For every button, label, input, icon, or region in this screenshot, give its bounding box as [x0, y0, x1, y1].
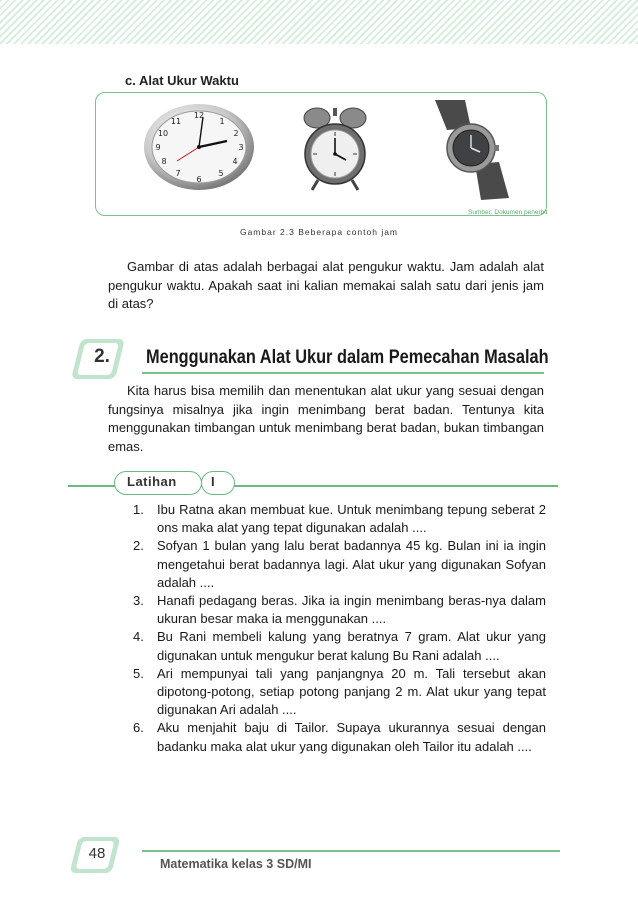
- wrist-watch-image: [425, 100, 509, 200]
- svg-text:12: 12: [193, 111, 205, 120]
- latihan-number-tab: [201, 471, 235, 495]
- svg-text:10: 10: [157, 129, 169, 138]
- svg-text:3: 3: [238, 143, 244, 152]
- paragraph-intro: Gambar di atas adalah berbagai alat pengukur waktu. Jam adalah alat pengukur waktu. Apakah saat ini kalian memakai salah satu dari jenis jam di atas?: [108, 259, 544, 311]
- list-item: [120, 719, 546, 755]
- svg-text:1: 1: [219, 117, 225, 126]
- subsection-title: c. Alat Ukur Waktu: [125, 73, 239, 88]
- latihan-number: I: [211, 474, 215, 489]
- header-pattern-band: [0, 0, 638, 44]
- svg-text:6: 6: [196, 175, 202, 184]
- item-text: Ibu Ratna akan membuat kue. Untuk menimbang tepung seberat 2 ons maka alat yang tepat digunakan adalah ....: [157, 502, 546, 536]
- list-item: [120, 628, 546, 664]
- list-item: [120, 592, 546, 628]
- svg-text:5: 5: [218, 169, 224, 178]
- item-text: Hanafi pedagang beras. Jika ia ingin menimbang beras-nya dalam ukuran besar maka ia menggunakan ....: [157, 593, 546, 627]
- figure-caption: Gambar 2.3 Beberapa contoh jam: [239, 227, 399, 237]
- section-number: 2.: [94, 346, 110, 367]
- section-divider: [142, 372, 544, 374]
- latihan-label: Latihan: [127, 474, 177, 489]
- item-text: Ari mempunyai tali yang panjangnya 20 m. Tali tersebut akan dipotong-potong, setiap potong panjang 2 m. Alat ukur yang tepat digunakan Ari adalah ....: [157, 665, 546, 718]
- svg-text:7: 7: [175, 169, 181, 178]
- alarm-clock-image: [300, 100, 370, 192]
- svg-text:11: 11: [170, 117, 182, 126]
- wall-clock-image: [143, 103, 255, 191]
- list-item: [120, 501, 546, 537]
- item-text: Aku menjahit baju di Tailor. Supaya ukurannya sesuai dengan badanku maka alat ukur yang digunakan oleh Tailor itu adalah ....: [157, 720, 546, 754]
- section-title: Menggunakan Alat Ukur dalam Pemecahan Masalah: [146, 347, 549, 368]
- footer-book-title: Matematika kelas 3 SD/MI: [160, 857, 312, 871]
- svg-text:9: 9: [155, 143, 161, 152]
- item-text: Bu Rani membeli kalung yang beratnya 7 gram. Alat ukur yang digunakan untuk mengukur berat kalung Bu Rani adalah ....: [157, 629, 546, 663]
- exercise-list: [120, 501, 546, 756]
- figure-credit: Sumber: Dokumen penerbit: [468, 209, 548, 216]
- list-item: [120, 665, 546, 720]
- item-number: 2.: [133, 538, 144, 554]
- item-number: 5.: [133, 665, 144, 681]
- svg-text:4: 4: [232, 157, 238, 166]
- item-number: 1.: [133, 502, 144, 517]
- svg-text:8: 8: [161, 157, 167, 166]
- list-item: [120, 537, 546, 592]
- svg-text:2: 2: [233, 129, 239, 138]
- footer-divider: [142, 850, 560, 852]
- section-paragraph: Kita harus bisa memilih dan menentukan alat ukur yang sesuai dengan fungsinya misalnya jika ingin menimbang berat badan. Tentunya kita menggunakan timbangan untuk menimbang berat badan, bukan timbangan emas.: [108, 383, 544, 454]
- item-text: Sofyan 1 bulan yang lalu berat badannya 45 kg. Bulan ini ia ingin mengetahui berat badannya lagi. Alat ukur yang digunakan Sofyan adalah ....: [157, 538, 546, 590]
- page-number: 48: [88, 845, 106, 862]
- item-number: 3.: [133, 593, 144, 609]
- item-number: 4.: [133, 629, 144, 645]
- item-number: 6.: [133, 720, 144, 736]
